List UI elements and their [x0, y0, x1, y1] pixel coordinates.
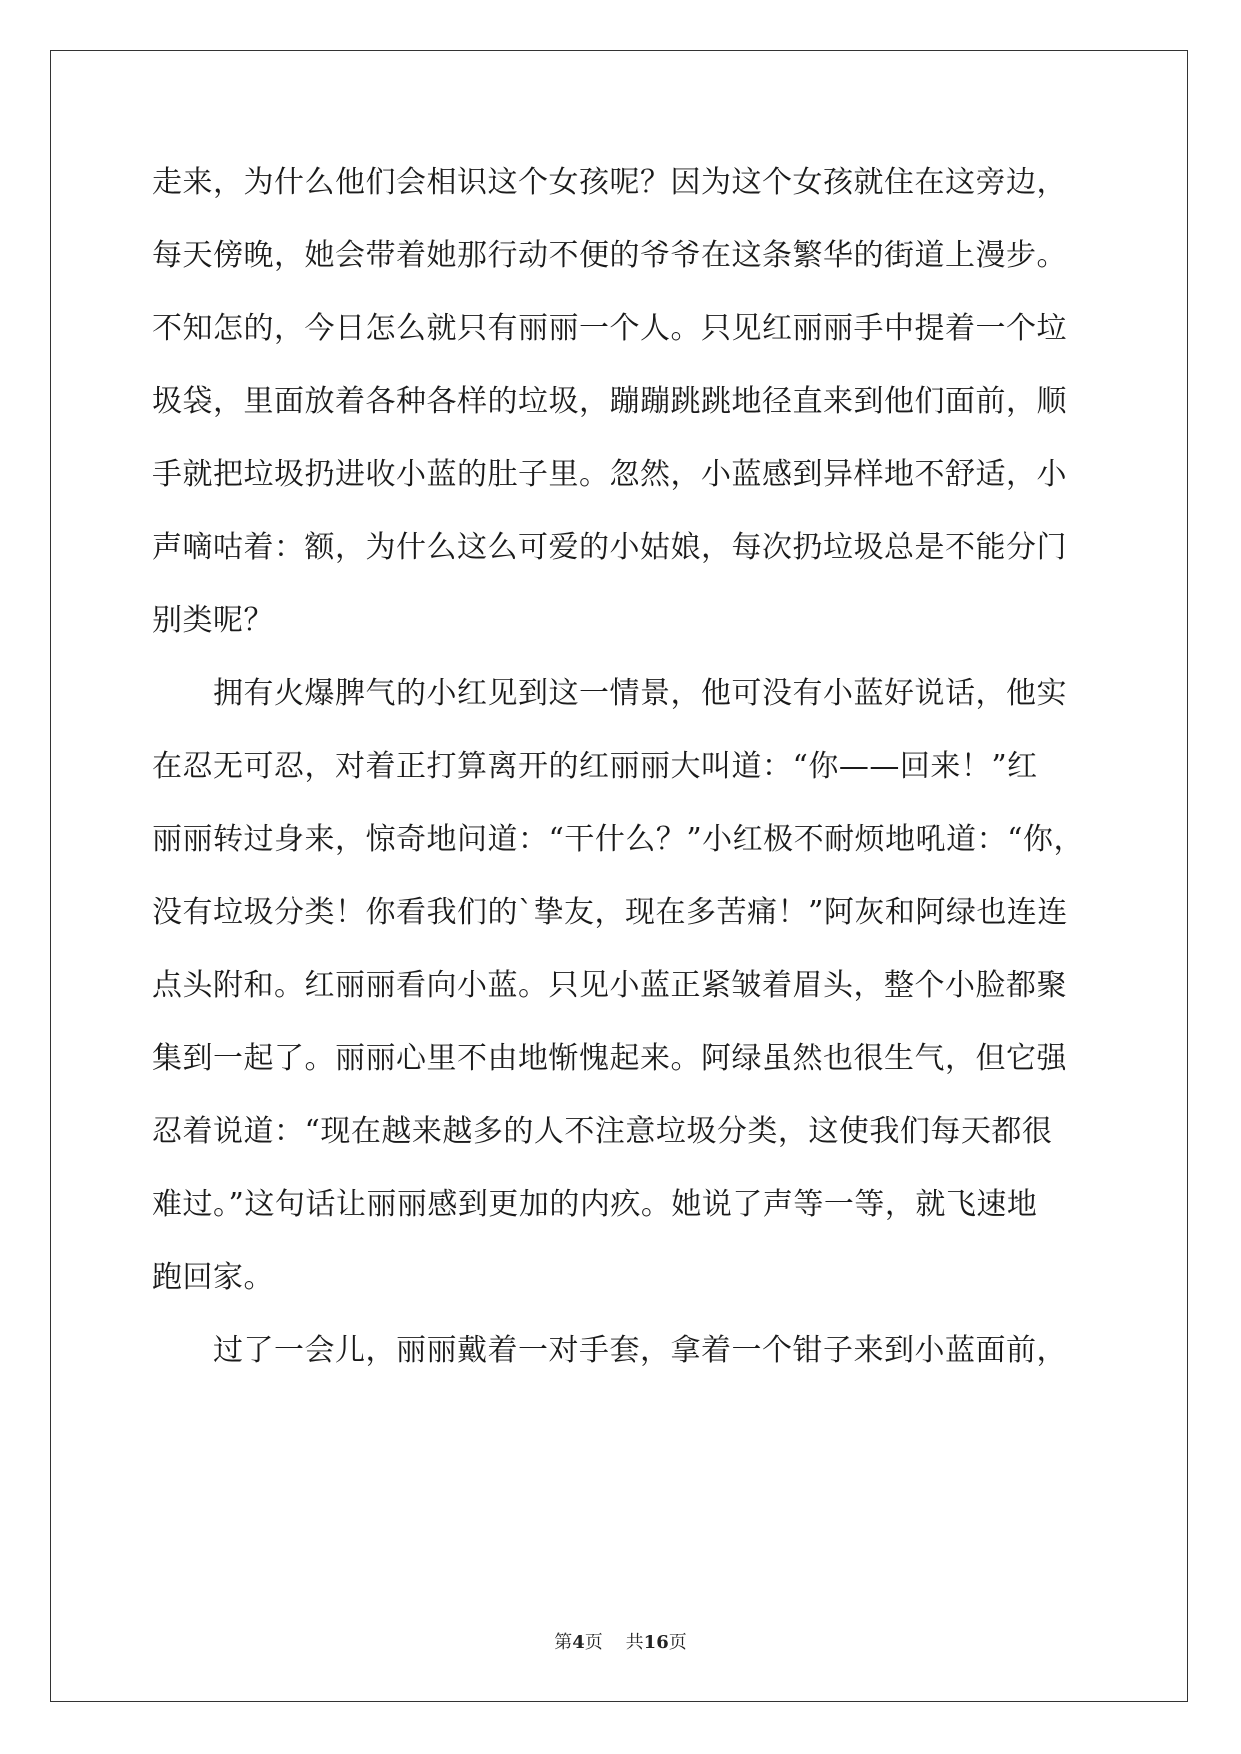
text-line: 手就把垃圾扔进收小蓝的肚子里。忽然，小蓝感到异样地不舒适，小	[152, 457, 1067, 492]
text-line: 没有垃圾分类！你看我们的`挚友，现在多苦痛！”阿灰和阿绿也连连	[152, 895, 1068, 930]
text-line: 点头附和。红丽丽看向小蓝。只见小蓝正紧皱着眉头，整个小脸都聚	[152, 968, 1067, 1003]
text-line: 跑回家。	[152, 1260, 274, 1295]
text-line: 拥有火爆脾气的小红见到这一情景，他可没有小蓝好说话，他实	[152, 676, 1067, 711]
text-line: 不知怎的，今日怎么就只有丽丽一个人。只见红丽丽手中提着一个垃	[152, 311, 1067, 346]
page-footer	[0, 1631, 1241, 1655]
page-suffix: 页	[584, 1632, 603, 1653]
text-line: 圾袋，里面放着各种各样的垃圾，蹦蹦跳跳地径直来到他们面前，顺	[152, 384, 1067, 419]
total-pages: 16	[643, 1632, 669, 1653]
total-suffix: 页	[668, 1632, 687, 1653]
page-number: 4	[572, 1632, 585, 1653]
text-line: 难过。”这句话让丽丽感到更加的内疚。她说了声等一等，就飞速地	[152, 1187, 1038, 1222]
text-line: 每天傍晚，她会带着她那行动不便的爷爷在这条繁华的街道上漫步。	[152, 238, 1067, 273]
total-prefix: 共	[625, 1632, 644, 1653]
text-line: 过了一会儿，丽丽戴着一对手套，拿着一个钳子来到小蓝面前，	[152, 1333, 1067, 1368]
text-line: 在忍无可忍，对着正打算离开的红丽丽大叫道：“你——回来！”红	[152, 749, 1038, 784]
text-line: 忍着说道：“现在越来越多的人不注意垃圾分类，这使我们每天都很	[152, 1114, 1053, 1149]
text-line: 别类呢？	[152, 603, 274, 638]
page-prefix: 第	[554, 1632, 573, 1653]
text-line: 走来，为什么他们会相识这个女孩呢？因为这个女孩就住在这旁边，	[152, 165, 1067, 200]
text-line: 声嘀咕着：额，为什么这么可爱的小姑娘，每次扔垃圾总是不能分门	[152, 530, 1067, 565]
page-border	[50, 50, 1188, 1702]
text-line: 丽丽转过身来，惊奇地问道：“干什么？”小红极不耐烦地吼道：“你，	[152, 822, 1085, 857]
text-line: 集到一起了。丽丽心里不由地惭愧起来。阿绿虽然也很生气，但它强	[152, 1041, 1067, 1076]
